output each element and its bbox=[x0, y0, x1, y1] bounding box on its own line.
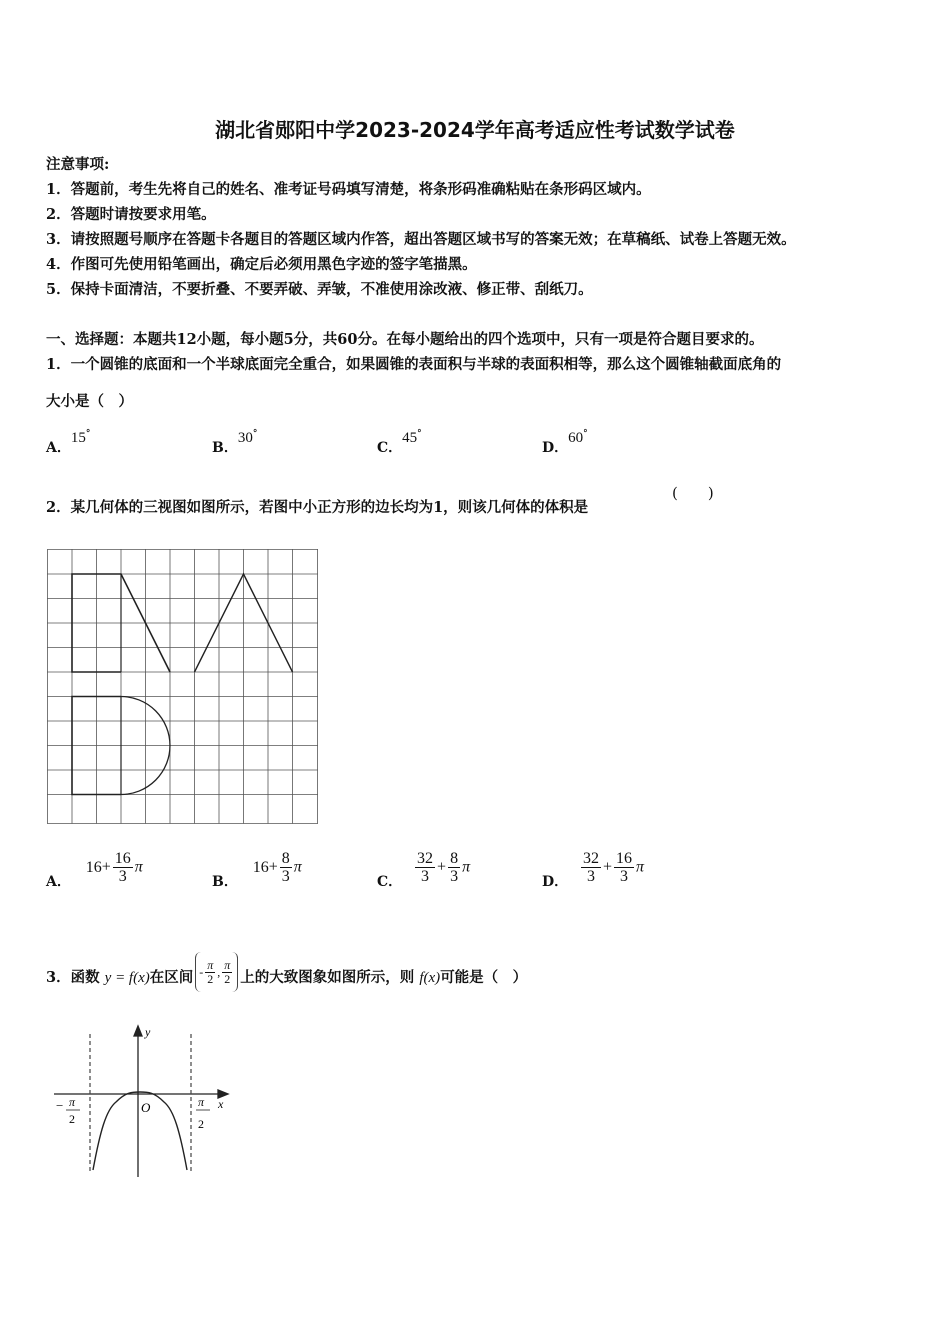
option-value: 15 bbox=[70, 430, 86, 446]
note-item-4: 4．作图可先使用铅笔画出，确定后必须用黑色字迹的签字笔描黑。 bbox=[46, 256, 477, 273]
x-axis-label: x bbox=[218, 1097, 224, 1111]
note-item-3: 3．请按照题号顺序在答题卡各题目的答题区域内作答，超出答题区域书写的答案无效；在草稿纸、试卷上答题无效。 bbox=[46, 231, 796, 248]
option-label: A． bbox=[46, 440, 71, 456]
denominator: 3 bbox=[450, 868, 459, 885]
denominator: 3 bbox=[281, 868, 290, 885]
left-tick-den: 2 bbox=[69, 1112, 75, 1126]
fraction bbox=[280, 850, 292, 885]
q1-option-d[interactable] bbox=[542, 427, 588, 456]
numerator: π bbox=[207, 957, 214, 972]
note-item-2: 2．答题时请按要求用笔。 bbox=[46, 206, 216, 223]
q1-option-a[interactable] bbox=[46, 427, 91, 456]
option-lead: 16 bbox=[85, 858, 102, 876]
left-tick-num: π bbox=[69, 1095, 76, 1109]
numerator: 16 bbox=[616, 850, 633, 867]
curve bbox=[93, 1092, 187, 1170]
q3-function-2: f(x) bbox=[419, 970, 441, 986]
q2-stem: 2．某几何体的三视图如图所示，若图中小正方形的边长均为1，则该几何体的体积是 bbox=[46, 499, 589, 516]
interval-right-frac bbox=[222, 959, 232, 986]
numerator: 32 bbox=[417, 850, 434, 867]
q2-answer-paren: ( ) bbox=[672, 484, 714, 502]
option-op: + bbox=[101, 858, 111, 876]
grid bbox=[47, 549, 318, 824]
option-lead: 16 bbox=[252, 858, 269, 876]
denominator: 3 bbox=[587, 868, 596, 885]
q3-suffix: 上的大致图象如图所示，则 bbox=[240, 969, 415, 986]
interval-comma: , bbox=[217, 964, 221, 979]
q2-option-b[interactable] bbox=[212, 850, 302, 890]
q3-function-graph bbox=[50, 1022, 240, 1182]
degree-mark: ° bbox=[252, 429, 258, 439]
denominator: 3 bbox=[421, 868, 430, 885]
q3-interval bbox=[195, 952, 238, 992]
numerator: 8 bbox=[450, 850, 459, 867]
q3-stem bbox=[46, 958, 527, 998]
option-value: 45 bbox=[402, 430, 418, 446]
option-op: + bbox=[603, 858, 613, 876]
notes-heading: 注意事项: bbox=[46, 156, 110, 173]
q3-mid: 在区间 bbox=[149, 969, 194, 986]
right-tick-num: π bbox=[198, 1095, 205, 1109]
option-label: A． bbox=[46, 873, 71, 890]
interval-minus: - bbox=[199, 964, 204, 979]
left-tick-sign: − bbox=[56, 1098, 64, 1113]
q3-function: y = f(x) bbox=[104, 970, 150, 986]
pi-symbol: π bbox=[636, 858, 645, 876]
q1-option-b[interactable] bbox=[212, 427, 258, 456]
denominator: 3 bbox=[620, 868, 629, 885]
numerator: π bbox=[224, 957, 231, 972]
pi-symbol: π bbox=[462, 858, 471, 876]
note-item-5: 5．保持卡面清洁，不要折叠、不要弄破、弄皱，不准使用涂改液、修正带、刮纸刀。 bbox=[46, 281, 593, 298]
q2-option-a[interactable] bbox=[46, 850, 143, 890]
origin-label: O bbox=[141, 1100, 151, 1115]
option-op: + bbox=[437, 858, 447, 876]
degree-mark: ° bbox=[583, 429, 588, 439]
q3-prefix: 3．函数 bbox=[46, 969, 100, 986]
q2-option-c[interactable] bbox=[377, 850, 471, 890]
numerator: 8 bbox=[281, 850, 290, 867]
fraction bbox=[448, 850, 460, 885]
denominator: 3 bbox=[118, 868, 127, 885]
three-view-figure bbox=[47, 549, 321, 825]
option-label: C． bbox=[377, 873, 403, 890]
option-op: + bbox=[268, 858, 278, 876]
y-axis-arrow bbox=[134, 1026, 142, 1036]
fraction bbox=[113, 850, 133, 885]
option-value: 30 bbox=[237, 430, 253, 446]
fraction bbox=[614, 850, 634, 885]
pi-symbol: π bbox=[293, 858, 302, 876]
denominator: 2 bbox=[224, 971, 231, 986]
q1-stem-line1: 1．一个圆锥的底面和一个半球底面完全重合，如果圆锥的表面积与半球的表面积相等，那么这个圆锥轴截面底角的 bbox=[46, 356, 782, 373]
interval-left-frac bbox=[205, 959, 215, 986]
degree-mark: ° bbox=[85, 429, 91, 439]
option-label: B． bbox=[212, 873, 238, 890]
lead-fraction bbox=[415, 850, 435, 885]
q2-option-d[interactable] bbox=[542, 850, 645, 890]
q1-stem-line2: 大小是（ ） bbox=[46, 393, 133, 410]
lead-fraction bbox=[581, 850, 601, 885]
denominator: 2 bbox=[207, 971, 214, 986]
option-label: C． bbox=[377, 440, 403, 456]
option-label: D． bbox=[542, 440, 569, 456]
numerator: 16 bbox=[114, 850, 131, 867]
right-tick-den: 2 bbox=[198, 1117, 204, 1131]
q3-end: 可能是（ ） bbox=[440, 969, 528, 986]
page-title: 湖北省郧阳中学2023-2024学年高考适应性考试数学试卷 bbox=[215, 118, 735, 142]
numerator: 32 bbox=[583, 850, 600, 867]
degree-mark: ° bbox=[417, 429, 422, 439]
q1-option-c[interactable] bbox=[377, 427, 422, 456]
note-item-1: 1．答题前，考生先将自己的姓名、准考证号码填写清楚，将条形码准确粘贴在条形码区域内。 bbox=[46, 181, 651, 198]
option-label: D． bbox=[542, 873, 569, 890]
option-label: B． bbox=[212, 440, 238, 456]
option-value: 60 bbox=[568, 430, 584, 446]
section-heading: 一、选择题：本题共12小题，每小题5分，共60分。在每小题给出的四个选项中，只有一项是符合题目要求的。 bbox=[46, 331, 764, 348]
y-axis-label: y bbox=[145, 1025, 151, 1039]
pi-symbol: π bbox=[134, 858, 143, 876]
